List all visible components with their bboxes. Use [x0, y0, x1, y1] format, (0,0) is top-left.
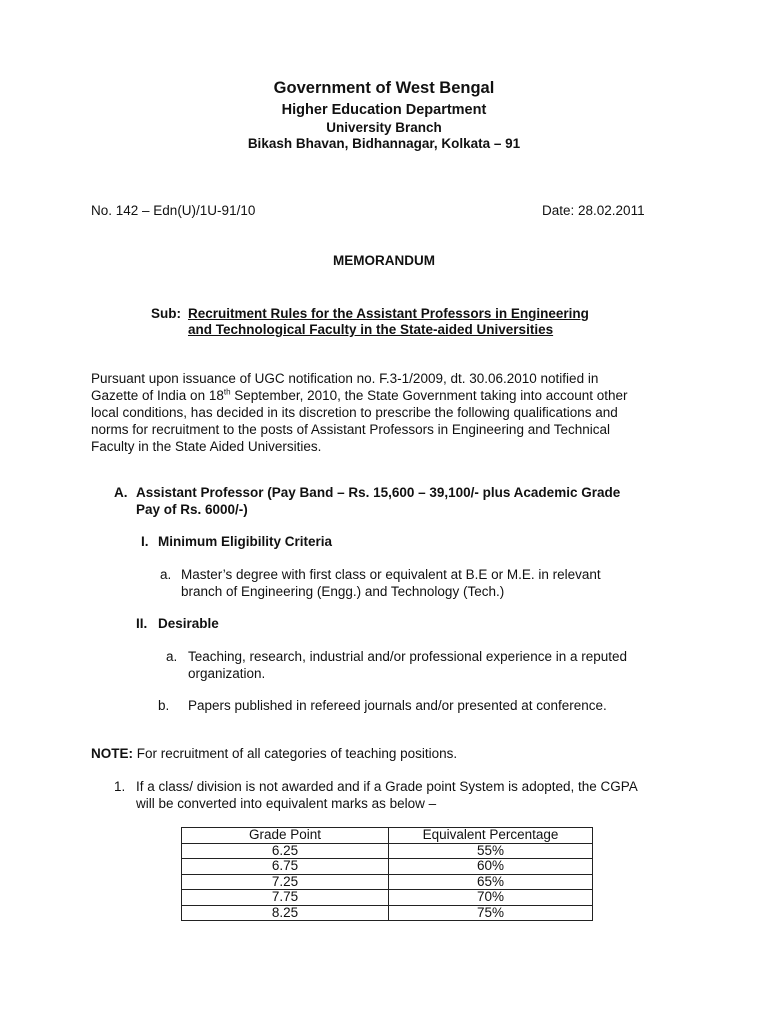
subject-label: Sub:	[151, 306, 181, 321]
desirable-marker: II.	[136, 616, 148, 631]
branch-title: University Branch	[326, 120, 442, 135]
section-a-line-2: Pay of Rs. 6000/-)	[136, 502, 248, 517]
section-a-marker: A.	[114, 485, 128, 500]
intro-line-1: Pursuant upon issuance of UGC notification no. F.3-1/2009, dt. 30.06.2010 notified in	[91, 371, 599, 386]
intro-line-2	[91, 387, 656, 404]
intro-line-3: local conditions, has decided in its discretion to prescribe the following qualifications and	[91, 405, 618, 420]
criteria-marker: I.	[141, 534, 149, 549]
desirable-a-line-1: Teaching, research, industrial and/or professional experience in a reputed	[188, 649, 628, 664]
grade-point-cell: 6.25	[182, 843, 389, 859]
memo-title: MEMORANDUM	[333, 253, 435, 268]
point-1-line-1: If a class/ division is not awarded and if a Grade point System is adopted, the CGPA	[136, 779, 638, 794]
percentage-cell: 75%	[389, 905, 593, 921]
subject-line-2: and Technological Faculty in the State-aided Universities	[188, 322, 554, 337]
table-header-grade-point: Grade Point	[182, 828, 389, 844]
intro-line-2-start: Gazette of India on 18	[91, 388, 224, 403]
table-header-equivalent-percentage: Equivalent Percentage	[389, 828, 593, 844]
criteria-item-line-2: branch of Engineering (Engg.) and Technology (Tech.)	[181, 584, 505, 599]
percentage-cell: 70%	[389, 890, 593, 906]
intro-line-5: Faculty in the State Aided Universities.	[91, 439, 322, 454]
intro-paragraph	[91, 370, 656, 455]
government-title: Government of West Bengal	[273, 79, 495, 97]
memo-date: Date: 28.02.2011	[542, 203, 645, 218]
table-row	[182, 859, 593, 875]
desirable-b: Papers published in refereed journals and/or presented at conference.	[188, 698, 607, 713]
percentage-cell: 55%	[389, 843, 593, 859]
criteria-item-marker: a.	[160, 567, 172, 582]
table-row	[182, 874, 593, 890]
grade-point-cell: 7.75	[182, 890, 389, 906]
grade-point-cell: 7.25	[182, 874, 389, 890]
table-row	[182, 843, 593, 859]
desirable-a-marker: a.	[166, 649, 178, 664]
criteria-item-line-1: Master’s degree with first class or equivalent at B.E or M.E. in relevant	[181, 567, 601, 582]
percentage-cell: 60%	[389, 859, 593, 875]
note-text: For recruitment of all categories of teaching positions.	[133, 746, 458, 761]
note-label: NOTE:	[91, 746, 133, 761]
department-title: Higher Education Department	[281, 102, 487, 118]
desirable-a	[188, 648, 656, 682]
section-a-heading	[136, 484, 656, 518]
table-row	[182, 890, 593, 906]
intro-line-2-end: September, 2010, the State Government taking into account other	[230, 388, 628, 403]
note	[91, 745, 457, 762]
point-1-line-2: will be converted into equivalent marks as below –	[136, 796, 437, 811]
subject-line-1: Recruitment Rules for the Assistant Professors in Engineering	[188, 306, 589, 321]
grade-point-cell: 6.75	[182, 859, 389, 875]
grade-conversion-table	[181, 827, 593, 921]
table-row	[182, 905, 593, 921]
desirable-title: Desirable	[158, 616, 219, 631]
point-1	[136, 778, 656, 812]
desirable-a-line-2: organization.	[188, 666, 266, 681]
section-a-line-1: Assistant Professor (Pay Band – Rs. 15,600 – 39,100/- plus Academic Grade	[136, 485, 621, 500]
office-address: Bikash Bhavan, Bidhannagar, Kolkata – 91	[247, 136, 521, 151]
percentage-cell: 65%	[389, 874, 593, 890]
intro-line-4: norms for recruitment to the posts of Assistant Professors in Engineering and Technical	[91, 422, 611, 437]
desirable-b-marker: b.	[158, 698, 170, 713]
reference-number: No. 142 – Edn(U)/1U-91/10	[91, 203, 256, 218]
criteria-item	[181, 566, 656, 600]
point-1-marker: 1.	[114, 779, 126, 794]
criteria-title: Minimum Eligibility Criteria	[158, 534, 333, 549]
grade-point-cell: 8.25	[182, 905, 389, 921]
ordinal-suffix: th	[223, 387, 231, 397]
table-header-row	[182, 828, 593, 844]
